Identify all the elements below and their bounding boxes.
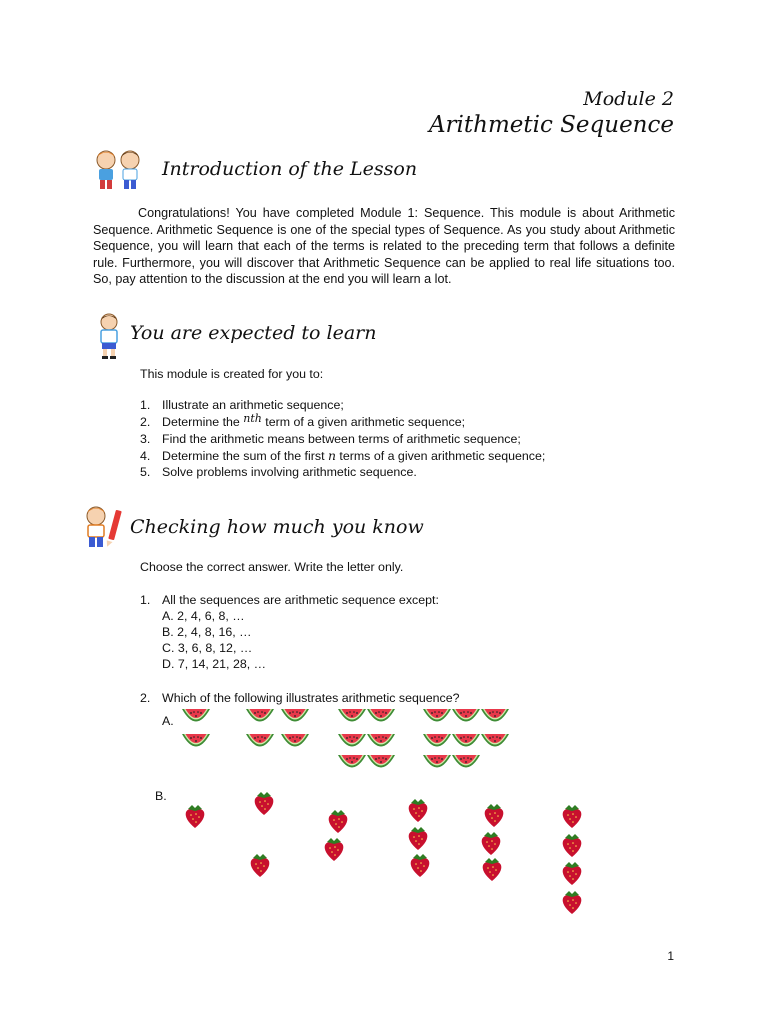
option-c: C. 3, 6, 8, 12, … xyxy=(162,641,253,655)
list-item-number: 1. xyxy=(140,398,151,412)
watermelon-slice-icon xyxy=(181,706,211,728)
watermelon-slice-icon xyxy=(422,706,452,728)
watermelon-slice-icon xyxy=(337,752,367,774)
question-number: 2. xyxy=(140,691,151,705)
strawberry-icon xyxy=(482,802,506,828)
strawberry-icon xyxy=(560,889,584,915)
watermelon-slice-icon xyxy=(480,731,510,753)
list-item-text: Illustrate an arithmetic sequence; xyxy=(162,398,344,412)
option-b: B. 2, 4, 8, 16, … xyxy=(162,625,252,639)
question-number: 1. xyxy=(140,593,151,607)
strawberry-icon xyxy=(406,825,430,851)
watermelon-slice-icon xyxy=(366,752,396,774)
expected-lead: This module is created for you to: xyxy=(140,367,324,381)
question-text: Which of the following illustrates arithmetic sequence? xyxy=(162,691,460,705)
watermelon-slice-icon xyxy=(181,731,211,753)
list-item-text: Find the arithmetic means between terms of arithmetic sequence; xyxy=(162,432,521,446)
watermelon-slice-icon xyxy=(245,706,275,728)
math-n: n xyxy=(327,448,336,463)
list-item-number: 5. xyxy=(140,465,151,479)
watermelon-slice-icon xyxy=(337,731,367,753)
intro-paragraph: Congratulations! You have completed Module 1: Sequence. This module is about Arithmetic Sequence. Arithmetic Sequence is one of the special types of Sequence. As you study about Arithmetic Sequence, you will learn that each of the terms is related to the preceding term that follows a definite rule. Furthermore, you will discover that Arithmetic Sequence can be applied to real life situations too. So, pay attention to the discussion at the end you will learn a lot. xyxy=(93,206,675,287)
boy-with-pencil-icon xyxy=(80,504,126,550)
watermelon-slice-icon xyxy=(451,706,481,728)
watermelon-slice-icon xyxy=(280,731,310,753)
strawberry-icon xyxy=(560,860,584,886)
intro-heading: Introduction of the Lesson xyxy=(162,158,418,180)
watermelon-slice-icon xyxy=(480,706,510,728)
list-item-number: 3. xyxy=(140,432,151,446)
strawberry-icon xyxy=(479,830,503,856)
list-item xyxy=(140,465,417,479)
watermelon-slice-icon xyxy=(422,731,452,753)
strawberry-icon xyxy=(406,797,430,823)
check-heading: Checking how much you know xyxy=(130,516,424,538)
question-1 xyxy=(140,593,439,607)
watermelon-slice-icon xyxy=(366,731,396,753)
list-item-number: 4. xyxy=(140,449,151,463)
list-item xyxy=(140,448,545,463)
strawberry-icon xyxy=(408,852,432,878)
list-item-text: terms of a given arithmetic sequence; xyxy=(335,449,546,463)
two-kids-icon xyxy=(92,148,144,192)
watermelon-slice-icon xyxy=(366,706,396,728)
list-item xyxy=(140,432,521,446)
math-nth: nth xyxy=(243,412,262,425)
list-item xyxy=(140,398,344,412)
watermelon-slice-icon xyxy=(280,706,310,728)
strawberry-icon xyxy=(183,803,207,829)
strawberry-icon xyxy=(560,832,584,858)
list-item-text: term of a given arithmetic sequence; xyxy=(261,415,466,429)
list-item xyxy=(140,412,466,429)
watermelon-slice-icon xyxy=(451,752,481,774)
list-item-text: Determine the xyxy=(162,415,244,429)
question-2 xyxy=(140,691,460,705)
option-d: D. 7, 14, 21, 28, … xyxy=(162,657,267,671)
option-a: A. 2, 4, 6, 8, … xyxy=(162,609,245,623)
option-b-label: B. xyxy=(155,789,167,803)
question-text: All the sequences are arithmetic sequence except: xyxy=(162,593,439,607)
check-instruction: Choose the correct answer. Write the letter only. xyxy=(140,560,404,574)
schoolboy-icon xyxy=(96,312,122,360)
page-number: 1 xyxy=(667,949,674,963)
strawberry-icon xyxy=(560,803,584,829)
strawberry-icon xyxy=(326,808,350,834)
list-item-text: Solve problems involving arithmetic sequence. xyxy=(162,465,417,479)
watermelon-slice-icon xyxy=(451,731,481,753)
strawberry-icon xyxy=(252,790,276,816)
strawberry-icon xyxy=(480,856,504,882)
watermelon-slice-icon xyxy=(422,752,452,774)
strawberry-icon xyxy=(248,852,272,878)
list-item-number: 2. xyxy=(140,415,151,429)
watermelon-slice-icon xyxy=(245,731,275,753)
module-title: Arithmetic Sequence xyxy=(428,112,674,138)
strawberry-icon xyxy=(322,836,346,862)
expected-heading: You are expected to learn xyxy=(130,322,377,344)
option-a-label: A. xyxy=(162,714,174,728)
watermelon-slice-icon xyxy=(337,706,367,728)
list-item-text: Determine the sum of the first xyxy=(162,449,328,463)
module-label: Module 2 xyxy=(583,88,674,110)
